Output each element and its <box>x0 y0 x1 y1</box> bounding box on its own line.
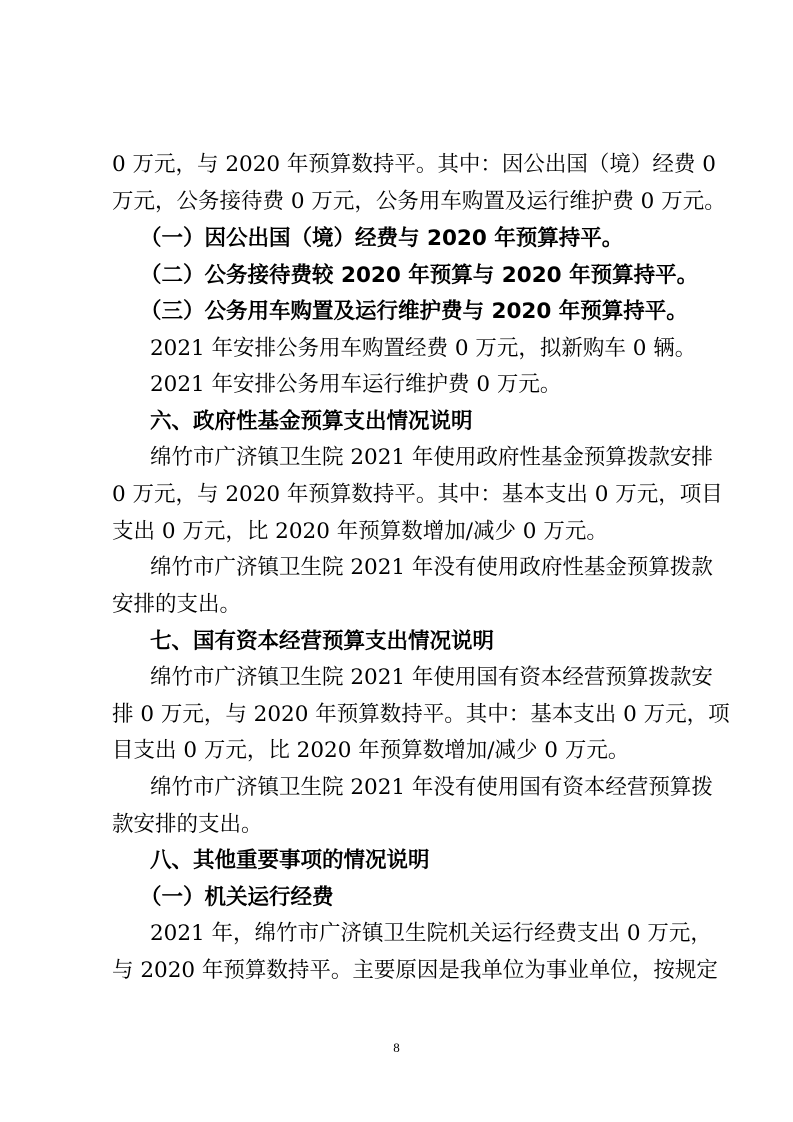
body-text-line: 绵竹市广济镇卫生院 2021 年没有使用政府性基金预算拨款 <box>150 555 713 580</box>
body-text-line: 支出 0 万元，比 2020 年预算数增加/减少 0 万元。 <box>112 519 608 544</box>
body-text-line: 万元，公务接待费 0 万元，公务用车购置及运行维护费 0 万元。 <box>112 189 726 214</box>
body-text-line: 目支出 0 万元，比 2020 年预算数增加/减少 0 万元。 <box>112 738 630 763</box>
section-heading: 七、国有资本经营预算支出情况说明 <box>150 629 495 654</box>
body-text-line: 排 0 万元，与 2020 年预算数持平。其中：基本支出 0 万元，项 <box>112 702 730 727</box>
body-text-line: 0 万元，与 2020 年预算数持平。其中：因公出国（境）经费 0 <box>112 152 716 177</box>
body-text-line: 2021 年安排公务用车购置经费 0 万元，拟新购车 0 辆。 <box>150 336 697 361</box>
body-text-line: 2021 年安排公务用车运行维护费 0 万元。 <box>150 372 562 397</box>
body-text-line: 绵竹市广济镇卫生院 2021 年使用国有资本经营预算拨款安 <box>150 665 713 690</box>
subheading: （一）因公出国（境）经费与 2020 年预算持平。 <box>140 226 624 251</box>
section-heading: 六、政府性基金预算支出情况说明 <box>150 409 473 434</box>
body-text-line: 安排的支出。 <box>112 592 242 617</box>
body-text-line: 绵竹市广济镇卫生院 2021 年没有使用国有资本经营预算拨 <box>150 775 713 800</box>
body-text-line: 与 2020 年预算数持平。主要原因是我单位为事业单位，按规定 <box>112 958 718 983</box>
subheading: （一）机关运行经费 <box>140 885 334 910</box>
body-text-line: 0 万元，与 2020 年预算数持平。其中：基本支出 0 万元，项目 <box>112 482 723 507</box>
body-text-line: 2021 年，绵竹市广济镇卫生院机关运行经费支出 0 万元， <box>150 921 712 946</box>
body-text-line: 款安排的支出。 <box>112 812 263 837</box>
subheading: （三）公务用车购置及运行维护费与 2020 年预算持平。 <box>140 299 688 324</box>
subheading: （二）公务接待费较 2020 年预算与 2020 年预算持平。 <box>140 263 699 288</box>
body-text-line: 绵竹市广济镇卫生院 2021 年使用政府性基金预算拨款安排 <box>150 445 713 470</box>
page-number: 8 <box>393 1040 400 1055</box>
section-heading: 八、其他重要事项的情况说明 <box>150 848 430 873</box>
